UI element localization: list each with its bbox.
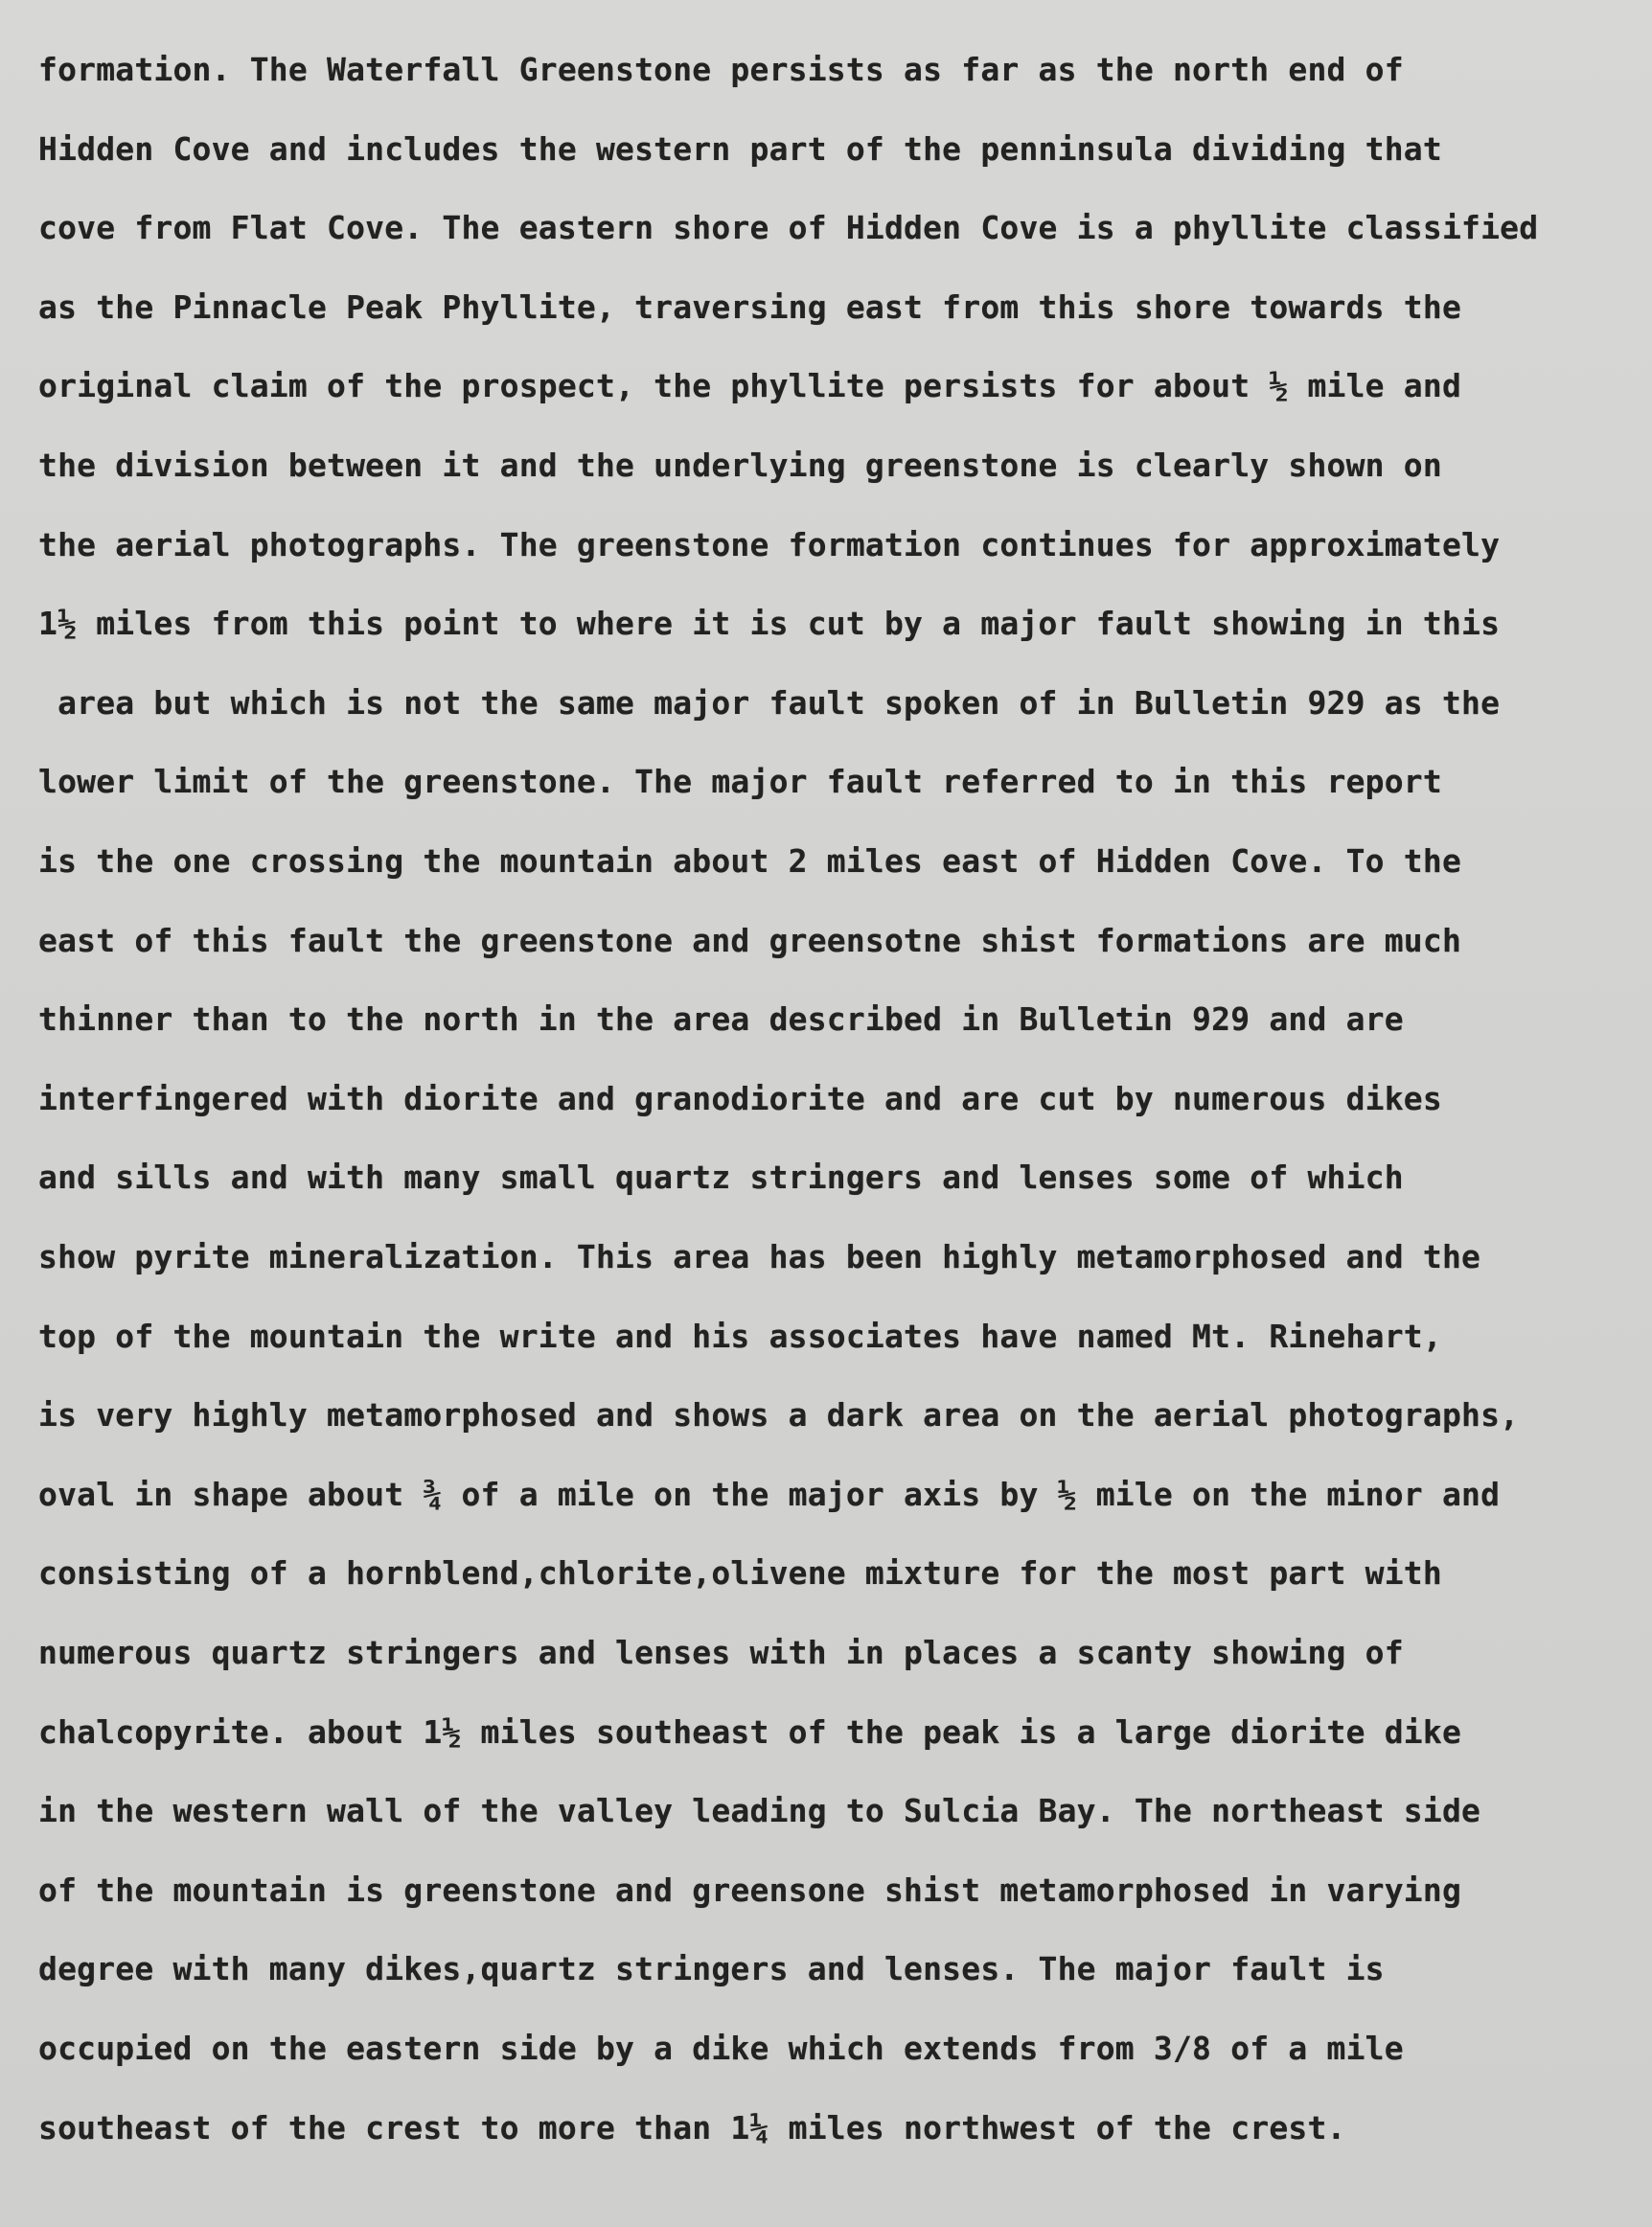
text-line: and sills and with many small quartz stringers and lenses some of which [38, 1159, 1404, 1197]
text-line: formation. The Waterfall Greenstone persists as far as the north end of [38, 51, 1404, 88]
text-line: area but which is not the same major fault spoken of in Bulletin 929 as the [38, 683, 1501, 722]
text-line: consisting of a hornblend,chlorite,olivene mixture for the most part with [38, 1554, 1442, 1593]
text-line: as the Pinnacle Peak Phyllite, traversing east from this shore towards the [38, 287, 1462, 326]
text-line: show pyrite mineralization. This area has been highly metamorphosed and the [38, 1238, 1481, 1275]
text-line: is very highly metamorphosed and shows a dark area on the aerial photographs, [38, 1396, 1520, 1435]
text-line: lower limit of the greenstone. The major fault referred to in this report [38, 763, 1442, 801]
text-line: the division between it and the underlying greenstone is clearly shown on [38, 447, 1442, 484]
text-line: degree with many dikes,quartz stringers and lenses. The major fault is [38, 1950, 1385, 1988]
text-line: chalcopyrite. about 1½ miles southeast of the peak is a large diorite dike [38, 1712, 1462, 1751]
text-line: Hidden Cove and includes the western part of the penninsula dividing that [38, 129, 1442, 168]
text-line: the aerial photographs. The greenstone formation continues for approximately [38, 525, 1501, 563]
text-line: southeast of the crest to more than 1¼ miles northwest of the crest. [38, 2108, 1346, 2147]
text-line: in the western wall of the valley leading to Sulcia Bay. The northeast side [38, 1792, 1481, 1830]
text-line: of the mountain is greenstone and greensone shist metamorphosed in varying [38, 1871, 1462, 1909]
text-line: 1½ miles from this point to where it is cut by a major fault showing in this [38, 605, 1501, 643]
text-line: numerous quartz stringers and lenses with in places a scanty showing of [38, 1634, 1404, 1671]
text-line: original claim of the prospect, the phyllite persists for about ½ mile and [38, 367, 1462, 405]
text-line: cove from Flat Cove. The eastern shore of Hidden Cove is a phyllite classified [38, 209, 1539, 247]
text-line: interfingered with diorite and granodiorite and are cut by numerous dikes [38, 1079, 1442, 1117]
text-line: thinner than to the north in the area described in Bulletin 929 and are [38, 1000, 1404, 1039]
text-line: occupied on the eastern side by a dike which extends from 3/8 of a mile [38, 2030, 1404, 2067]
text-line: is the one crossing the mountain about 2 miles east of Hidden Cove. To the [38, 842, 1462, 880]
text-line: oval in shape about ¾ of a mile on the major axis by ½ mile on the minor and [38, 1475, 1501, 1513]
text-line: east of this fault the greenstone and greensotne shist formations are much [38, 921, 1462, 959]
text-line: top of the mountain the write and his associates have named Mt. Rinehart, [38, 1317, 1442, 1355]
